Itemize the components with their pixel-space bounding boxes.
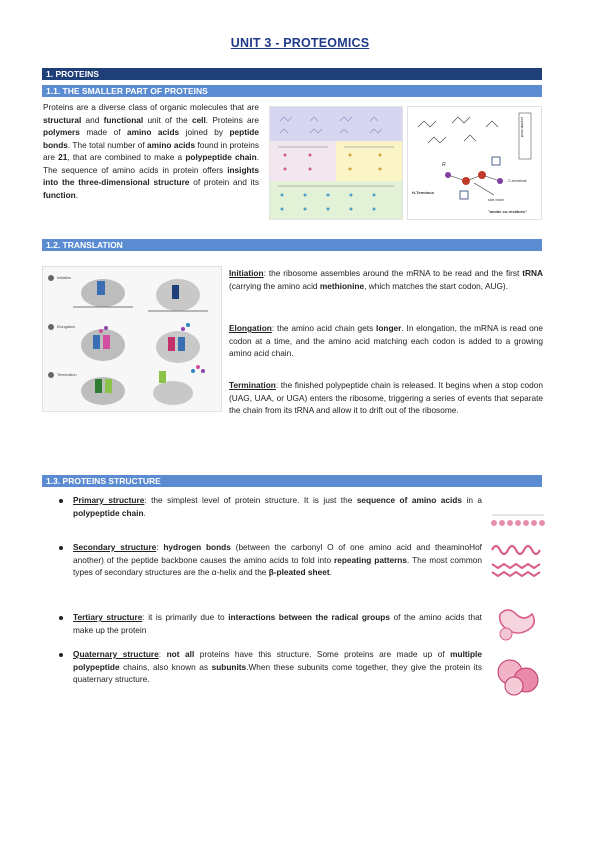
bullet-primary (59, 499, 63, 503)
bullet-quaternary (59, 653, 63, 657)
fig-label-termination: Termination (57, 373, 77, 377)
translation-figure (42, 266, 222, 412)
tertiary-structure-image (494, 604, 542, 642)
bullet-tertiary (59, 616, 63, 620)
secondary-structure-image (490, 540, 546, 580)
secondary-structure-item: Secondary structure: hydrogen bonds (between the carbonyl O of one amino acid and theaminoHof another) of the peptide backbone causes the amino acids to fold into repeating patterns. The most common types of secondary structures are the α-helix and the β-pleated sheet. (73, 542, 482, 577)
amino-acid-table-figure (269, 106, 403, 220)
proteins-intro-paragraph: Proteins are a diverse class of organic molecules that are structural and functional unit of the cell. Proteins are polymers made of amino acids joined by peptide bonds. The total number of amino acids found in proteins are 21, that are combined to make a polypeptide chain. The sequence of amino acids in protein offers insights into the three-dimensional structure of protein and its function. (43, 102, 259, 200)
tertiary-structure-item: Tertiary structure: it is primarily due to interactions between the radical groups of the amino acids that make up the protein (73, 612, 482, 635)
quaternary-structure-image (494, 656, 542, 698)
translation-initiation-paragraph: Initiation: the ribosome assembles around the mRNA to be read and the first tRNA (carrying the amino acid methionine, which matches the start codon, AUG). (229, 268, 543, 291)
h-terminus-label: H-Terminus (412, 190, 434, 195)
peptide-bond-label: peptide bond (520, 117, 524, 138)
amide-caption: "amide co-residues" (488, 209, 527, 214)
amino-acid-table-image (270, 107, 402, 219)
peptide-bond-figure (407, 106, 542, 220)
bullet-secondary (59, 546, 63, 550)
r-label: R (442, 162, 446, 168)
translation-termination-paragraph: Termination: the finished polypeptide chain is released. It begins when a stop codon (UAG, UAA, or UGA) enters the ribosome, triggering a series of events that separate the chain from its tRNA and allow it to drift out of the ribosome. (229, 380, 543, 415)
translation-stages-image (43, 267, 221, 411)
translation-elongation-paragraph: Elongation: the amino acid chain gets longer. In elongation, the mRNA is read one codon at a time, and the amino acid matching each codon is added to a growing amino acid chain. (229, 323, 543, 358)
quaternary-structure-item: Quaternary structure: not all proteins have this structure. Some proteins are made up of multiple polypeptide chains, also known as subunits.When these subunits come together, they give the protein its quaternary structure. (73, 649, 483, 684)
c-terminal-label: C-terminal (508, 178, 527, 183)
fig-label-elongation: Elongation (57, 325, 75, 329)
fig-label-initiation: Initiation (57, 276, 72, 280)
section-header-proteins: 1. PROTEINS (42, 68, 542, 80)
subsection-header-smaller-part: 1.1. THE SMALLER PART OF PROTEINS (42, 85, 542, 97)
primary-structure-image (490, 512, 546, 534)
side-chain-label: side chain (488, 198, 504, 202)
page-title: UNIT 3 - PROTEOMICS (230, 36, 370, 50)
primary-structure-item: Primary structure: the simplest level of protein structure. It is just the sequence of amino acids in a polypeptide chain. (73, 495, 483, 518)
subsection-header-proteins-structure: 1.3. PROTEINS STRUCTURE (42, 475, 542, 487)
subsection-header-translation: 1.2. TRANSLATION (42, 239, 542, 251)
